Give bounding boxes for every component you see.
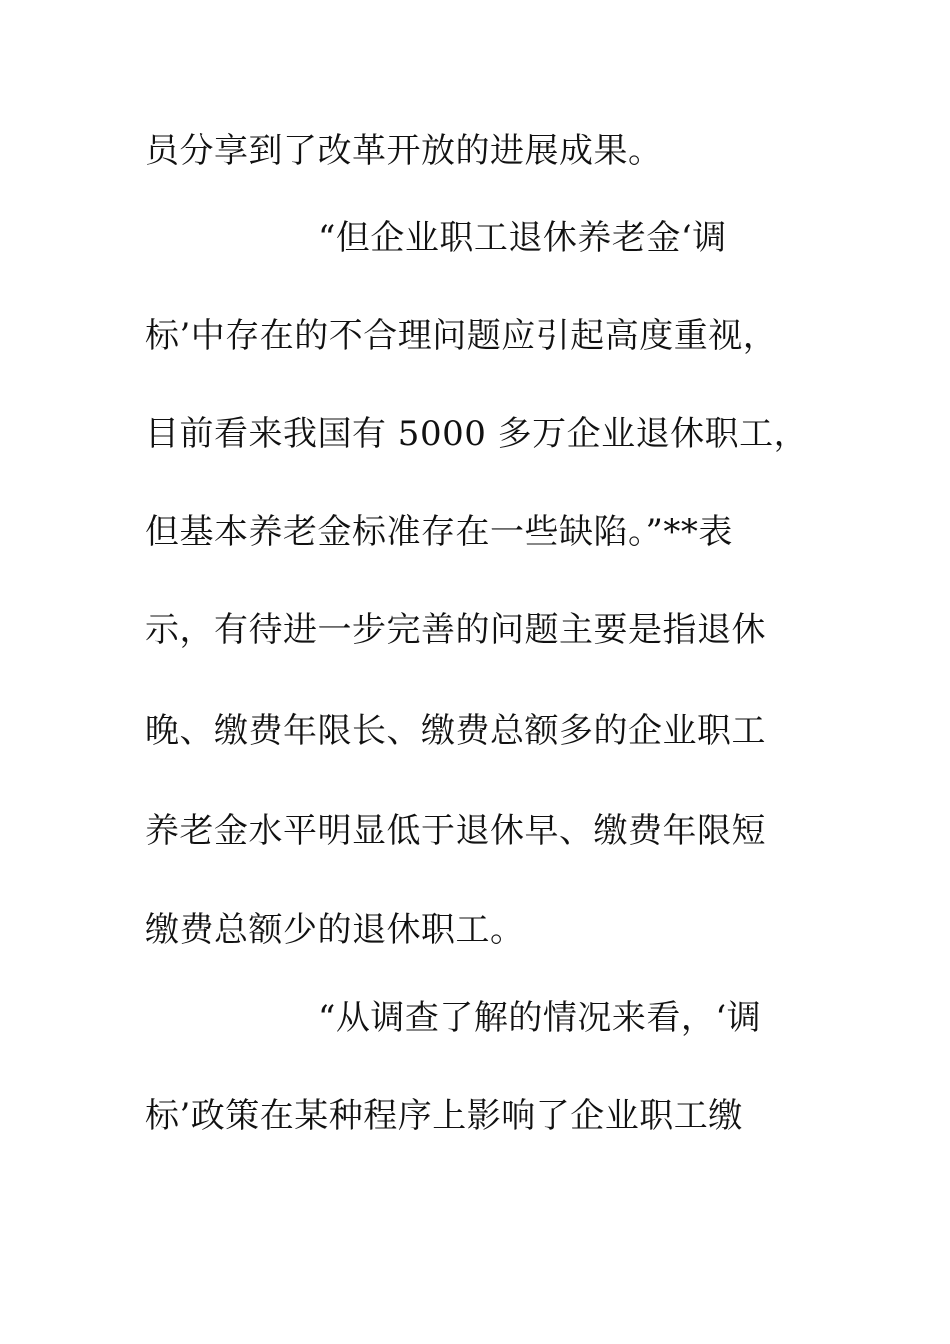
text-line: 标’政策在某种程序上影响了企业职工缴: [145, 1096, 743, 1136]
text-line: 晚、缴费年限长、缴费总额多的企业职工: [145, 711, 766, 751]
paragraph-start-line: “但企业职工退休养老金‘调: [318, 218, 727, 258]
text-line: 员分享到了改革开放的进展成果。: [145, 131, 663, 171]
text-line: 缴费总额少的退休职工。: [145, 910, 525, 950]
text-line: 示，有待进一步完善的问题主要是指退休: [145, 610, 766, 650]
paragraph-start-line: “从调查了解的情况来看，‘调: [318, 998, 762, 1038]
text-line: 养老金水平明显低于退休早、缴费年限短: [145, 811, 766, 851]
text-line: 目前看来我国有 5000 多万企业退休职工，: [145, 414, 809, 454]
text-line: 但基本养老金标准存在一些缺陷。”**表: [145, 512, 733, 552]
text-line: 标’中存在的不合理问题应引起高度重视，: [145, 316, 778, 356]
